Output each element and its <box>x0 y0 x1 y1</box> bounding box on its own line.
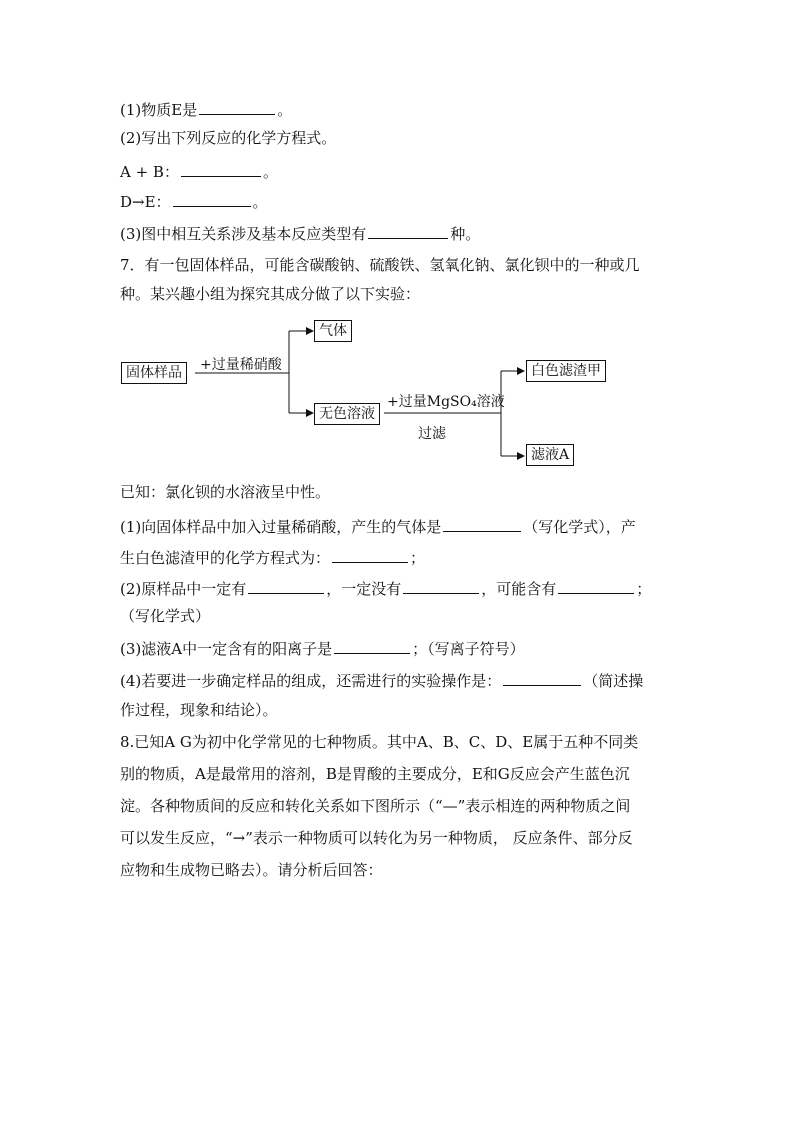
q7-sub3-text: (3)滤液A中一定含有的阳离子是 <box>120 640 333 658</box>
q7-sub3-end: ；（写离子符号） <box>412 640 525 658</box>
q7-sub4-line1 <box>120 669 643 691</box>
q7-sub2-mid2: ，可能含有 <box>481 580 557 598</box>
q7-sub4-end: （简述操 <box>583 672 644 690</box>
flow-label-reagent1: +过量稀硝酸 <box>200 357 282 373</box>
q7-sub4-text: (4)若要进一步确定样品的组成，还需进行的实验操作是： <box>120 672 502 690</box>
q7-sub2-line2: （写化学式） <box>120 607 211 625</box>
q6-eq-ab-end: 。 <box>262 163 278 181</box>
q6-eq-de-end: 。 <box>252 193 268 211</box>
q7-sub1-line1 <box>120 515 636 537</box>
q7-sub2-line1 <box>120 577 651 599</box>
q7-sub2-text: (2)原样品中一定有 <box>120 580 247 598</box>
q7-sub1b-end: ； <box>410 549 426 567</box>
q7-sub1b-text: 生白色滤渣甲的化学方程式为： <box>120 549 331 567</box>
q8-line3: 淀。各种物质间的反应和转化关系如下图所示（“—”表示相连的两种物质之间 <box>120 797 631 815</box>
answer-blank[interactable] <box>334 637 410 654</box>
q7-sub1-text: (1)向固体样品中加入过量稀硝酸，产生的气体是 <box>120 518 442 536</box>
flow-box-solution: 无色溶液 <box>314 403 380 425</box>
q7-sub3 <box>120 637 525 659</box>
flow-box-sample: 固体样品 <box>121 362 187 384</box>
q7-intro-line1: 7．有一包固体样品，可能含碳酸钠、硫酸铁、氢氧化钠、氯化钡中的一种或几 <box>120 256 640 274</box>
q8-line1: 8.已知A G为初中化学常见的七种物质。其中A、B、C、D、E属于五种不同类 <box>120 733 639 751</box>
q7-sub1-end: （写化学式），产 <box>523 518 636 536</box>
flow-box-filtrate: 滤液A <box>526 444 574 466</box>
q6-part3-end: 种。 <box>450 225 481 243</box>
flow-box-gas: 气体 <box>314 320 352 342</box>
q7-sub2-end: ； <box>636 580 652 598</box>
q7-sub2-mid1: ，一定没有 <box>326 580 402 598</box>
q6-part1-end: 。 <box>277 101 293 119</box>
q7-sub4-line2: 作过程，现象和结论）。 <box>120 701 278 719</box>
q7-intro-line2: 种。某兴趣小组为探究其成分做了以下实验： <box>120 285 421 303</box>
q8-line2: 别的物质，A是最常用的溶剂，B是胃酸的主要成分，E和G反应会产生蓝色沉 <box>120 765 630 783</box>
flow-box-precipitate: 白色滤渣甲 <box>526 360 606 382</box>
q6-eq-de-label: D→E： <box>120 193 171 211</box>
q6-part2: (2)写出下列反应的化学方程式。 <box>120 129 337 147</box>
flow-label-reagent2: +过量MgSO₄溶液 <box>387 394 505 410</box>
answer-blank[interactable] <box>332 546 408 563</box>
q7-known: 已知：氯化钡的水溶液呈中性。 <box>120 483 331 501</box>
answer-blank[interactable] <box>443 515 521 532</box>
q6-eq-ab-label: A + B： <box>120 163 179 181</box>
q8-line4: 可以发生反应，“→”表示一种物质可以转化为另一种物质， 反应条件、部分反 <box>120 829 633 847</box>
q6-part3-text: (3)图中相互关系涉及基本反应类型有 <box>120 225 367 243</box>
answer-blank[interactable] <box>558 577 634 594</box>
q8-line5: 应物和生成物已略去）。请分析后回答： <box>120 861 383 879</box>
answer-blank[interactable] <box>503 669 581 686</box>
q6-part1-text: (1)物质E是 <box>120 101 198 119</box>
answer-blank[interactable] <box>248 577 324 594</box>
flow-label-filter: 过滤 <box>418 426 446 442</box>
q7-sub1-line2 <box>120 546 425 568</box>
answer-blank[interactable] <box>403 577 479 594</box>
